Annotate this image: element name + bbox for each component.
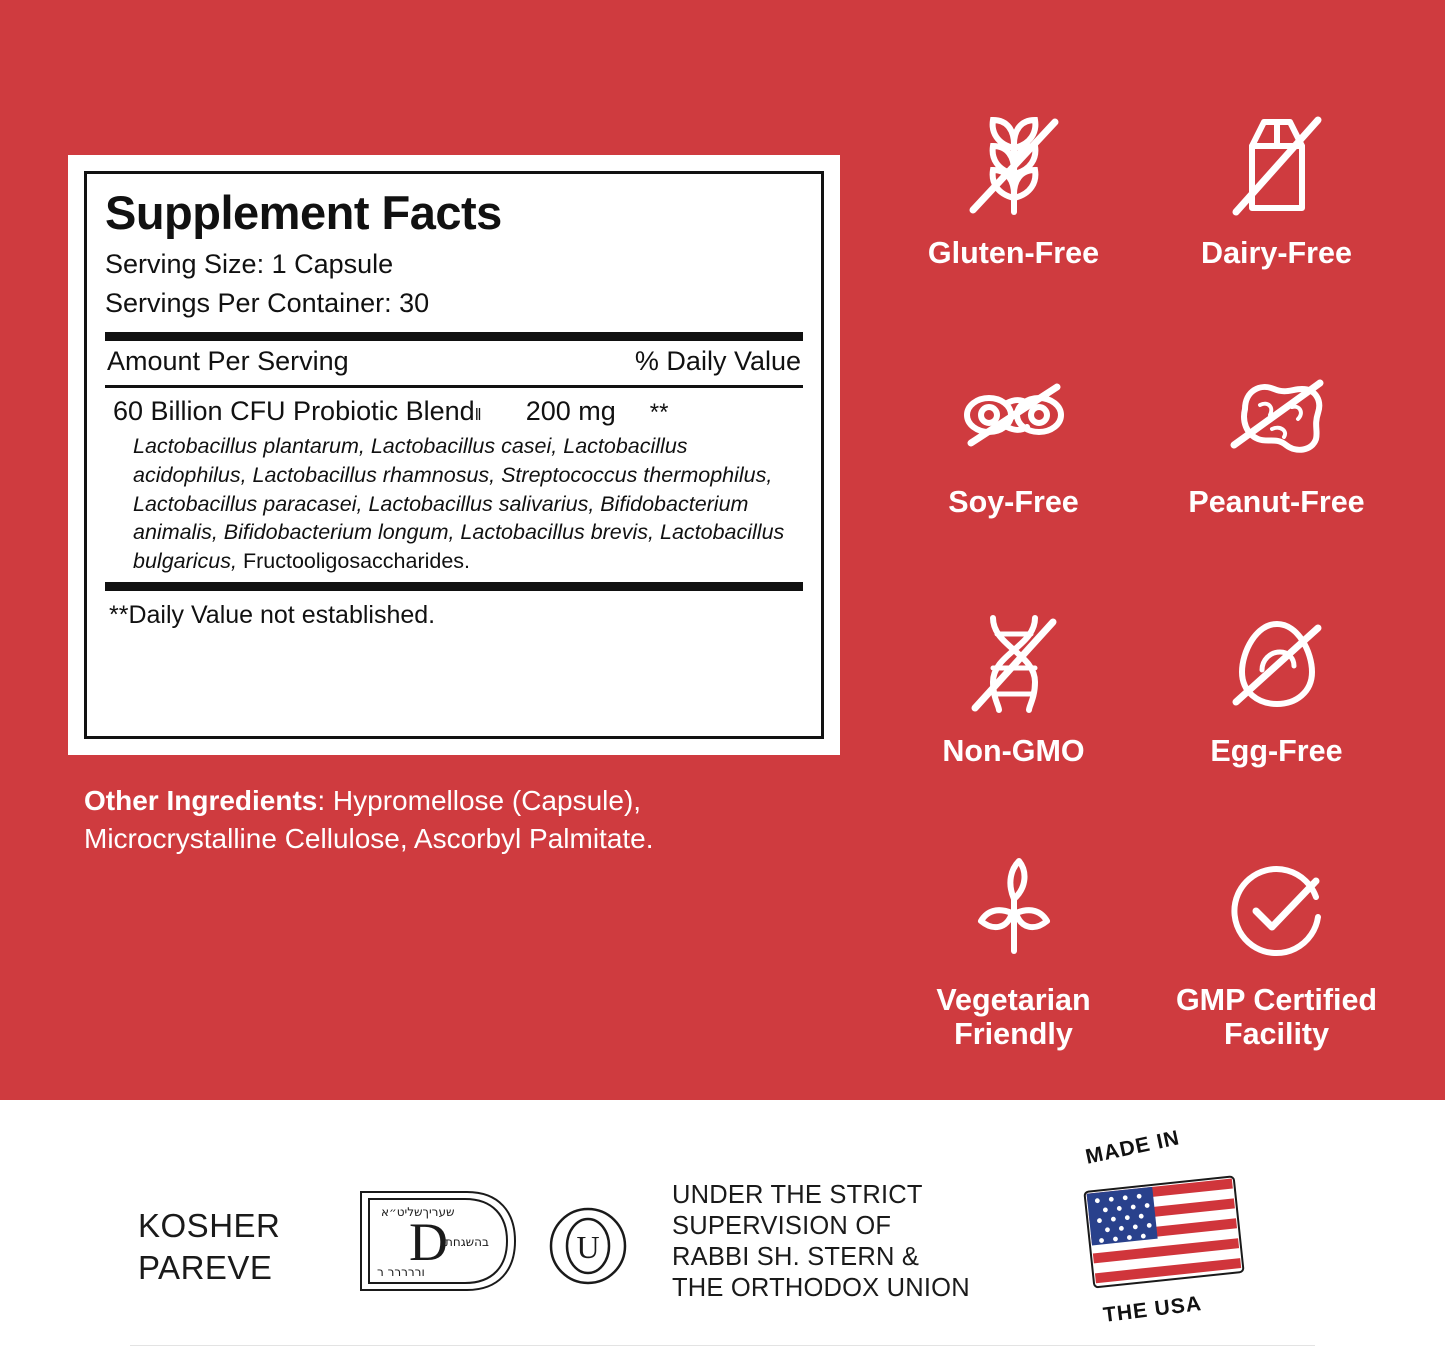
servings-per-container-line: Servings Per Container: 30 [105, 287, 430, 318]
blend-ingredients-plain: Fructooligosaccharides. [242, 549, 471, 574]
badge-egg-free [1148, 588, 1405, 837]
blend-daily-value: ** [649, 399, 669, 426]
supplement-facts-title: Supplement Facts [105, 186, 502, 239]
other-ingredients-text: : Hypromellose (Capsule), Microcrystalline Cellulose, Ascorbyl Palmitate. [84, 785, 654, 854]
dna-crossed-icon [949, 588, 1079, 738]
badge-label: GMP Certified Facility [1175, 983, 1378, 1052]
svg-text:בהשגחת: בהשגחת [445, 1235, 489, 1249]
svg-text:וררררר ר: וררררר ר [377, 1265, 425, 1279]
made-in-text: MADE IN [1083, 1126, 1182, 1169]
badge-gmp-certified [1148, 837, 1405, 1086]
badge-label: Soy-Free [948, 485, 1079, 519]
leaf-plant-icon [949, 837, 1079, 987]
amount-per-serving-header: Amount Per Serving [107, 346, 349, 376]
soybeans-crossed-icon [949, 339, 1079, 489]
milk-carton-crossed-icon [1212, 90, 1342, 240]
badge-label: Egg-Free [1210, 734, 1343, 768]
made-in-usa-badge [1055, 1122, 1271, 1336]
supervision-text: UNDER THE STRICT SUPERVISION OF RABBI SH. STERN & THE ORTHODOX UNION [672, 1181, 970, 1303]
check-circle-icon [1212, 837, 1342, 987]
kosher-pareve-text [138, 1205, 280, 1289]
serving-size-line: Serving Size: 1 Capsule [105, 249, 394, 280]
orthodox-union-icon [548, 1206, 628, 1286]
wheat-crossed-icon [949, 90, 1079, 240]
svg-text:שעריךשליט״א: שעריךשליט״א [381, 1205, 455, 1219]
badge-label: Peanut-Free [1188, 485, 1365, 519]
other-ingredients-label: Other Ingredients [84, 785, 318, 816]
badge-vegetarian-friendly [885, 837, 1142, 1086]
supplement-facts-panel [68, 155, 840, 755]
blend-ingredient-list [105, 427, 803, 576]
svg-text:U: U [576, 1229, 600, 1265]
other-ingredients [84, 782, 704, 858]
daily-value-footnote: **Daily Value not established. [109, 600, 436, 629]
rule-thick-top [105, 332, 803, 341]
kosher-seal-icon [347, 1184, 525, 1298]
badge-peanut-free [1148, 339, 1405, 588]
rule-thick-bottom [105, 582, 803, 591]
badge-gluten-free [885, 90, 1142, 339]
blend-row [105, 388, 803, 427]
blend-superscript: ‖ [474, 405, 482, 424]
svg-text:D: D [409, 1212, 448, 1272]
badge-label: Vegetarian Friendly [936, 983, 1091, 1052]
badge-label: Gluten-Free [927, 236, 1100, 270]
the-usa-text: THE USA [1101, 1292, 1204, 1327]
blend-ingredients-italic: Lactobacillus plantarum, Lactobacillus casei, Lactobacillus acidophilus, Lactobacillus rhamnosus, Streptococcus thermophilus, Lactobacillus paracasei, Lactobacillus salivarius, Bifidobacterium animalis, Bifidobacterium longum, Lactobacillus brevis, Lactobacillus bulgaricus, [133, 434, 785, 574]
badge-dairy-free [1148, 90, 1405, 339]
badge-soy-free [885, 339, 1142, 588]
egg-crossed-icon [1212, 588, 1342, 738]
badge-label: Dairy-Free [1201, 236, 1352, 270]
footer-divider [130, 1345, 1315, 1346]
badge-label: Non-GMO [942, 734, 1085, 768]
peanut-crossed-icon [1212, 339, 1342, 489]
supplement-facts-box [84, 171, 824, 739]
badge-non-gmo [885, 588, 1142, 837]
kosher-line-2: PAREVE [138, 1249, 273, 1287]
daily-value-header: % Daily Value [634, 346, 801, 376]
certification-badges-grid [885, 90, 1405, 1086]
blend-amount: 200 mg [525, 396, 616, 426]
table-header-row [105, 341, 803, 379]
blend-name: 60 Billion CFU Probiotic Blend [113, 396, 475, 426]
kosher-line-1: KOSHER [138, 1207, 281, 1244]
